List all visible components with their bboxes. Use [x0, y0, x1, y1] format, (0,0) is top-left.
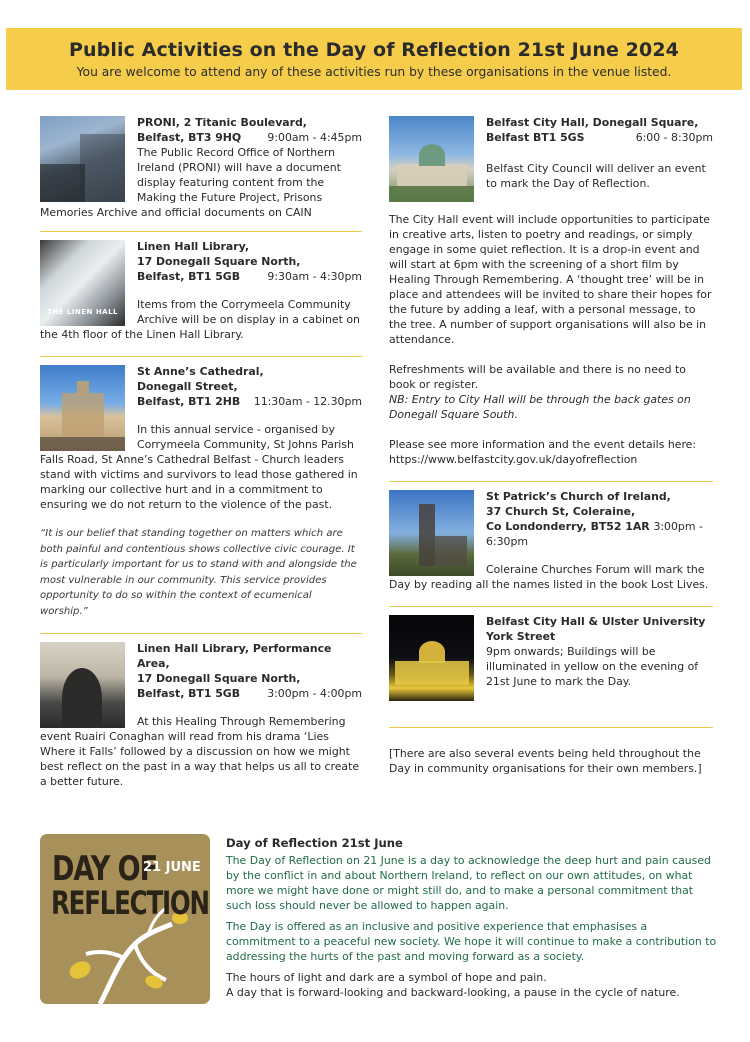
patricks-description: Coleraine Churches Forum will mark the Day by reading all the names listed in the book Lost Lives.: [389, 563, 709, 591]
footer-paragraph-1: The Day of Reflection on 21 June is a day to acknowledge the deep hurt and pain caused by the conflict in and about Northern Ireland, to reflect on our own attitudes, on what more we might have done or might still do, and to make a personal commitment that such loss should never be allowed to happen again.: [226, 854, 711, 912]
city-hall-more-info: Please see more information and the event details here:: [389, 438, 697, 451]
st-patricks-church-photo: [389, 490, 474, 576]
footer-text: [226, 836, 720, 1000]
day-of-reflection-logo: [40, 834, 210, 1004]
page-subtitle: You are welcome to attend any of these activities run by these organisations in the venue listed.: [76, 65, 672, 79]
proni-building-photo: [40, 116, 125, 202]
proni-description: The Public Record Office of Northern Ireland (PRONI) will have a document display featuring content from the Making the Future Project, Prisons Memories Archive and official documents on CAIN: [40, 146, 341, 219]
proni-location-line1: PRONI, 2 Titanic Boulevard,: [137, 116, 307, 129]
footer-paragraph-3b: A day that is forward-looking and backward-looking, a pause in the cycle of nature.: [226, 986, 680, 999]
perf-location-line2: 17 Donegall Square North,: [137, 672, 301, 685]
header-banner: [6, 28, 742, 90]
right-column: [389, 108, 713, 776]
annes-time: 11:30am - 12.30pm: [253, 395, 362, 408]
patricks-location-line1: St Patrick’s Church of Ireland,: [486, 490, 671, 503]
event-city-hall: [389, 108, 713, 202]
linen-hall-entrance-photo: [40, 642, 125, 728]
city-hall-time: 6:00 - 8:30pm: [635, 131, 713, 144]
linen-description: Items from the Corrymeela Community Archive will be on display in a cabinet on the 4th floor of the Linen Hall Library.: [40, 298, 360, 341]
event-st-patricks: [389, 482, 713, 592]
left-column: [40, 108, 362, 789]
city-hall-refreshments: Refreshments will be available and there is no need to book or register.: [389, 363, 686, 391]
city-hall-description: Belfast City Council will deliver an event to mark the Day of Reflection.: [486, 162, 706, 190]
patricks-location-line3: Co Londonderry, BT52 1AR: [486, 520, 650, 533]
linen-hall-image-caption: THE LINEN HALL: [46, 308, 119, 316]
city-hall-location-line1: Belfast City Hall, Donegall Square,: [486, 116, 699, 129]
illumination-location-line2: York Street: [486, 630, 556, 643]
proni-location-line2: Belfast, BT3 9HQ: [137, 131, 242, 144]
linen-location-line2: 17 Donegall Square North,: [137, 255, 301, 268]
annes-quote: “It is our belief that standing together on matters which are both painful and contentious shows collective civic courage. It is particularly important for us to stand with and alongside the most vulnerable in our community. This service provides opportunity to do so within the context of ecumenical worship.”: [40, 528, 357, 617]
perf-description: At this Healing Through Remembering event Ruairi Conaghan will read from his drama ‘Lies Where it Falls’ followed by a discussion on how we might best reflect on the past in a way that helps us all to create a better future.: [40, 715, 360, 788]
event-illumination: [389, 607, 713, 701]
belfast-city-hall-photo: [389, 116, 474, 202]
footer-section: [40, 826, 720, 1016]
illumination-description: 9pm onwards; Buildings will be illuminated in yellow on the evening of 21st June to mark the Day.: [486, 645, 699, 688]
annes-description: In this annual service - organised by Corrymeela Community, St Johns Parish Falls Road, St Anne’s Cathedral Belfast - Church leaders stand with victims and survivors to lead those gathered in marking our collective hurt and in a commitment to ensuring we do not return to the violence of the past.: [40, 423, 358, 511]
city-hall-details: The City Hall event will include opportunities to participate in creative arts, listen to poetry and readings, or simply engage in some quiet reflection. It is a drop-in event and will start at 6pm with the screening of a short film by Healing Through Remembering. A ‘thought tree’ will be in place and attendees will be invited to share their hopes for the future by adding a leaf, with a personal message, to the tree. A number of support organisations will also be in attendance.: [389, 213, 712, 346]
event-st-annes: [40, 357, 362, 619]
patricks-time: 3:00pm - 6:30pm: [486, 520, 703, 548]
footer-title: Day of Reflection 21st June: [226, 836, 403, 850]
illumination-location-line1: Belfast City Hall & Ulster University: [486, 615, 706, 628]
illuminated-city-hall-photo: [389, 615, 474, 701]
footer-paragraph-2: The Day is offered as an inclusive and positive experience that emphasises a commitment to a peaceful new society. We hope it will continue to make a contribution to addressing the hurts of the past and moving forward as a society.: [226, 920, 717, 963]
linen-hall-photo: [40, 240, 125, 326]
event-linen-hall: [40, 232, 362, 342]
linen-location-line1: Linen Hall Library,: [137, 240, 250, 253]
perf-location-line3: Belfast, BT1 5GB: [137, 687, 241, 700]
linen-location-line3: Belfast, BT1 5GB: [137, 270, 241, 283]
divider: [389, 727, 713, 728]
proni-time: 9:00am - 4:45pm: [267, 131, 362, 144]
logo-day-of-text: DAY OF: [52, 850, 158, 889]
st-annes-cathedral-photo: [40, 365, 125, 451]
logo-date-text: 21 JUNE: [143, 860, 201, 875]
city-hall-url[interactable]: https://www.belfastcity.gov.uk/dayofreflection: [389, 453, 638, 466]
perf-location-line1: Linen Hall Library, Performance Area,: [137, 642, 332, 670]
logo-reflection-text: REFLECTION: [51, 884, 209, 922]
footer-paragraph-3a: The hours of light and dark are a symbol of hope and pain.: [226, 971, 547, 984]
linen-time: 9:30am - 4:30pm: [267, 270, 362, 283]
community-events-note: [There are also several events being held throughout the Day in community organisations for their own members.]: [389, 747, 702, 775]
annes-location-line2: Donegall Street,: [137, 380, 238, 393]
annes-location-line1: St Anne’s Cathedral,: [137, 365, 264, 378]
perf-time: 3:00pm - 4:00pm: [267, 687, 362, 700]
patricks-location-line2: 37 Church St, Coleraine,: [486, 505, 636, 518]
event-proni: [40, 108, 362, 220]
city-hall-nb: NB: Entry to City Hall will be through the back gates on Donegall Square South.: [389, 393, 691, 421]
annes-location-line3: Belfast, BT1 2HB: [137, 395, 241, 408]
page-title: Public Activities on the Day of Reflection 21st June 2024: [69, 39, 679, 61]
event-linen-performance: [40, 634, 362, 789]
city-hall-location-line2: Belfast BT1 5GS: [486, 131, 585, 144]
